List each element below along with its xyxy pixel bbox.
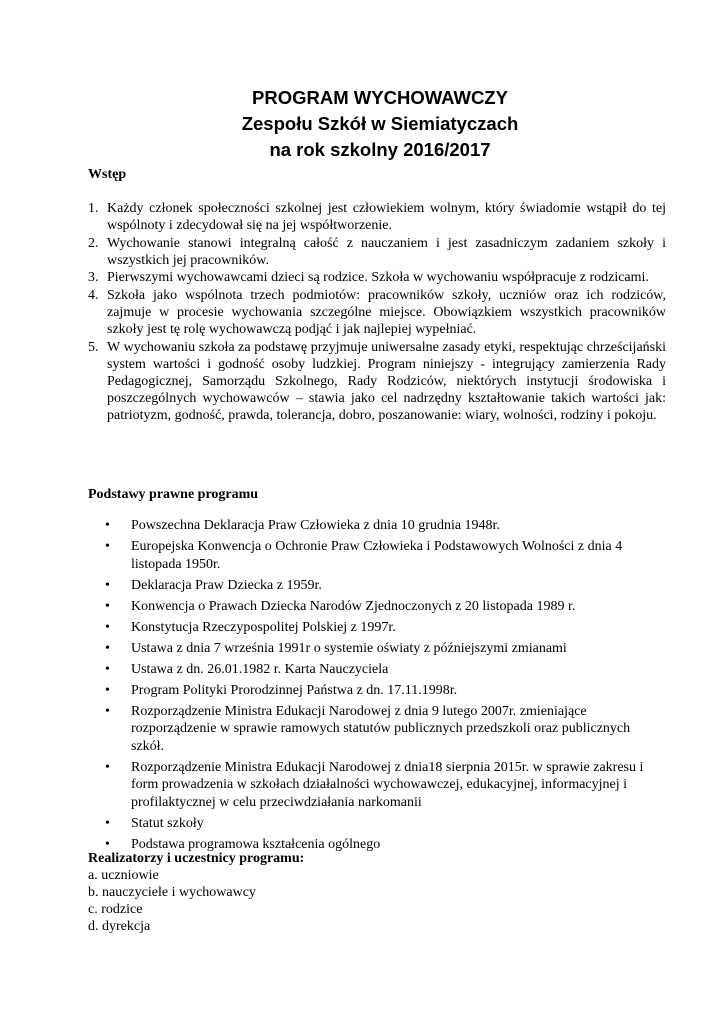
legal-item-text: Europejska Konwencja o Ochronie Praw Człowieka i Podstawowych Wolności z dnia 4 listopada 1950r.	[131, 539, 623, 572]
legal-item-text: Konstytucja Rzeczypospolitej Polskiej z 1997r.	[131, 619, 396, 635]
legal-item	[104, 815, 664, 833]
bullet-icon: •	[105, 640, 110, 656]
participants-list	[88, 867, 256, 935]
bullet-icon: •	[105, 577, 110, 593]
title-line-2: Zespołu Szkół w Siemiatyczach	[241, 113, 519, 134]
intro-item-text: Wychowanie stanowi integralną całość z nauczaniem i jest zasadniczym zadaniem szkoły i wszystkich jej pracowników.	[107, 235, 666, 268]
document-title	[0, 85, 725, 163]
participant-item: d. dyrekcja	[88, 919, 151, 934]
legal-basis-list	[104, 517, 664, 857]
legal-item-text: Podstawa programowa kształcenia ogólnego	[131, 836, 381, 852]
intro-item-2	[88, 235, 666, 269]
legal-item	[104, 759, 664, 812]
bullet-icon: •	[105, 703, 110, 719]
legal-item-text: Program Polityki Prorodzinnej Państwa z dn. 17.11.1998r.	[131, 682, 458, 698]
bullet-icon: •	[105, 598, 110, 614]
legal-item-text: Ustawa z dn. 26.01.1982 r. Karta Nauczyciela	[131, 661, 389, 677]
legal-item	[104, 598, 664, 616]
legal-item	[104, 517, 664, 535]
legal-item-text: Konwencja o Prawach Dziecka Narodów Zjednoczonych z 20 listopada 1989 r.	[131, 598, 576, 614]
participants-heading: Realizatorzy i uczestnicy programu:	[88, 851, 305, 866]
legal-basis-heading: Podstawy prawne programu	[88, 487, 259, 502]
intro-heading: Wstęp	[88, 167, 127, 182]
bullet-icon: •	[105, 836, 110, 852]
bullet-icon: •	[105, 619, 110, 635]
bullet-icon: •	[105, 815, 110, 831]
intro-item-number: 4.	[88, 287, 99, 303]
title-line-3: na rok szkolny 2016/2017	[269, 139, 491, 160]
participant-item: a. uczniowie	[88, 868, 159, 883]
participant-item: c. rodzice	[88, 902, 143, 917]
intro-item-text: Pierwszymi wychowawcami dzieci są rodzice. Szkoła w wychowaniu współpracuje z rodzicami.	[107, 270, 649, 286]
participant-item: b. nauczyciele i wychowawcy	[88, 885, 256, 900]
legal-item	[104, 682, 664, 700]
legal-item-text: Rozporządzenie Ministra Edukacji Narodowej z dnia18 sierpnia 2015r. w sprawie zakresu i form prowadzenia w szkołach działalności wychowawczej, edukacyjnej, informacyjnej i profilaktycznej w celu przeciwdziałania narkomanii	[131, 759, 644, 810]
intro-item-1	[88, 200, 666, 234]
legal-item-text: Deklaracja Praw Dziecka z 1959r.	[131, 577, 322, 593]
legal-item-text: Powszechna Deklaracja Praw Człowieka z dnia 10 grudnia 1948r.	[131, 518, 500, 533]
bullet-icon: •	[105, 539, 110, 554]
intro-item-text: W wychowaniu szkoła za podstawę przyjmuje uniwersalne zasady etyki, respektując chrześcijański system wartości i godność osoby ludzkiej. Program niniejszy - integrujący zamierzenia Rady Pedagogicznej, Samorządu Szkolnego, Rady Rodziców, niektórych instytucji środowiska i poszczególnych wychowawców – stawia jako cel nadrzędny kształtowanie takich wartości jak: patriotyzm, godność, prawda, tolerancja, dobro, poszanowanie: wiary, wolności, rodziny i pokoju.	[107, 339, 666, 424]
legal-item	[104, 661, 664, 679]
bullet-icon: •	[105, 682, 110, 698]
intro-item-3	[88, 269, 666, 286]
legal-item	[104, 619, 664, 637]
legal-item	[104, 538, 664, 573]
title-line-1: PROGRAM WYCHOWAWCZY	[252, 87, 508, 108]
intro-item-number: 2.	[88, 235, 99, 251]
legal-item	[104, 577, 664, 595]
bullet-icon: •	[105, 661, 110, 677]
intro-item-number: 5.	[88, 339, 99, 355]
legal-item-text: Statut szkoły	[131, 815, 204, 831]
intro-item-text: Każdy członek społeczności szkolnej jest człowiekiem wolnym, który świadomie wstąpił do tej wspólnoty i zdecydował się na jej współtworzenie.	[107, 201, 666, 234]
bullet-icon: •	[105, 759, 110, 775]
intro-item-5	[88, 339, 666, 424]
intro-numbered-list	[88, 200, 666, 424]
legal-item	[104, 640, 664, 658]
legal-item	[104, 703, 664, 756]
intro-item-number: 1.	[88, 201, 99, 216]
intro-item-text: Szkoła jako wspólnota trzech podmiotów: pracowników szkoły, uczniów oraz ich rodziców, zajmuje w procesie wychowania szczególne miejsce. Obowiązkiem wszystkich pracowników szkoły jest tę rolę wychowawczą podjąć i jak najlepiej wypełniać.	[107, 287, 666, 338]
legal-item-text: Rozporządzenie Ministra Edukacji Narodowej z dnia 9 lutego 2007r. zmieniające rozporządzenie w sprawie ramowych statutów publicznych przedszkoli oraz publicznych szkół.	[131, 703, 631, 754]
legal-item-text: Ustawa z dnia 7 września 1991r o systemie oświaty z późniejszymi zmianami	[131, 640, 567, 656]
intro-item-number: 3.	[88, 270, 99, 286]
bullet-icon: •	[105, 518, 110, 533]
intro-item-4	[88, 287, 666, 338]
